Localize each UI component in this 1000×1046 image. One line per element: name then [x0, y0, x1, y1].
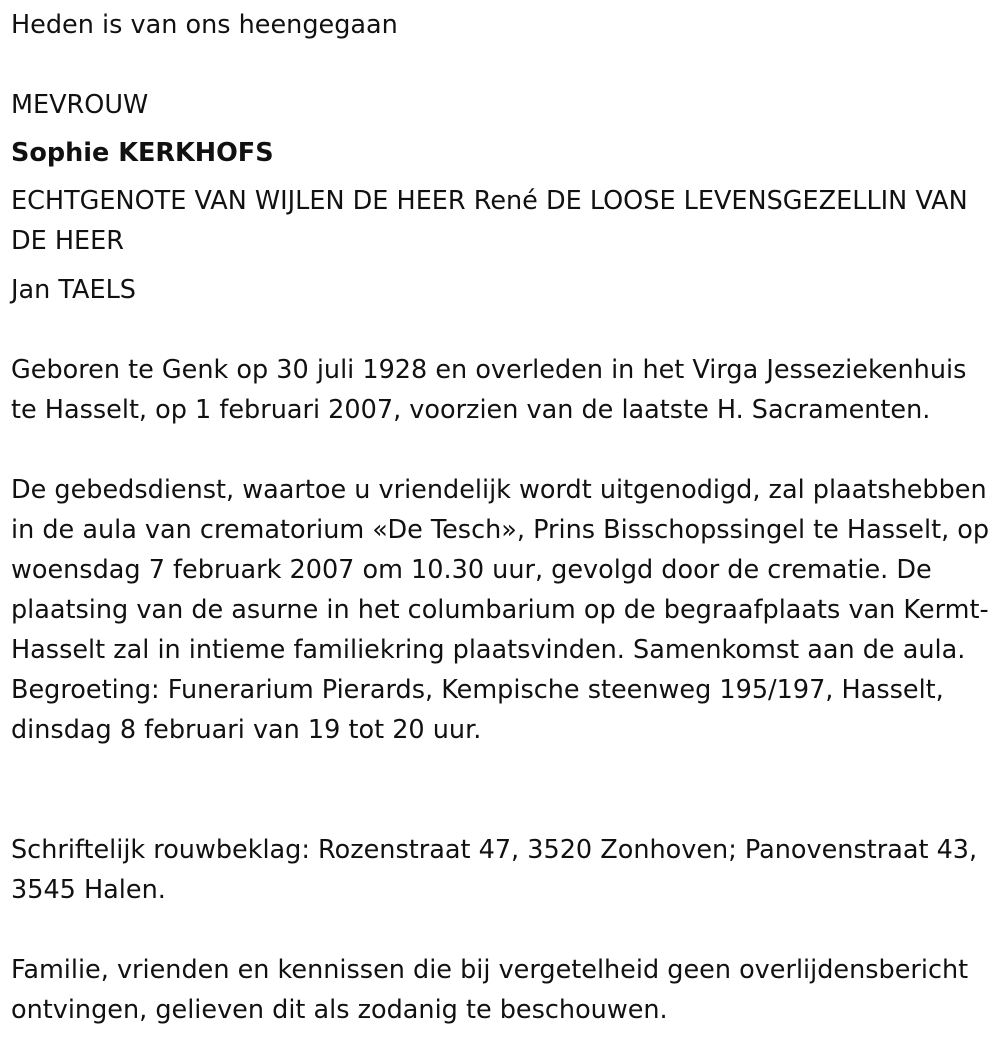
honorific-title: MEVROUW — [11, 90, 149, 120]
relationship-text: ECHTGENOTE VAN WIJLEN DE HEER René DE LOOSE LEVENSGEZELLIN VAN DE HEER — [11, 186, 968, 256]
birth-death-paragraph: Geboren te Genk op 30 juli 1928 en overleden in het Virga Jesseziekenhuis te Hasselt, op 1 februari 2007, voorzien van de laatste H. Sacramenten. — [11, 355, 967, 425]
intro-text: Heden is van ons heengegaan — [11, 10, 398, 40]
family-note-paragraph: Familie, vrienden en kennissen die bij vergetelheid geen overlijdensbericht ontvingen, gelieven dit als zodanig te beschouwen. — [11, 955, 969, 1025]
condolence-address-paragraph: Schriftelijk rouwbeklag: Rozenstraat 47, 3520 Zonhoven; Panovenstraat 43, 3545 Halen. — [11, 835, 978, 905]
service-paragraph: De gebedsdienst, waartoe u vriendelijk wordt uitgenodigd, zal plaatshebben in de aula van crematorium «De Tesch», Prins Bisschopssingel te Hasselt, op woensdag 7 februark 2007 om 10.30 uur, gevolgd door de crematie. De plaatsing van de asurne in het columbarium op de begraafplaats van Kermt-Hasselt zal in intieme familiekring plaatsvinden. Samenkomst aan de aula. Begroeting: Funerarium Pierards, Kempische steenweg 195/197, Hasselt, dinsdag 8 februari van 19 tot 20 uur. — [11, 475, 990, 745]
deceased-name: Sophie KERKHOFS — [11, 138, 274, 168]
partner-name: Jan TAELS — [11, 275, 136, 305]
